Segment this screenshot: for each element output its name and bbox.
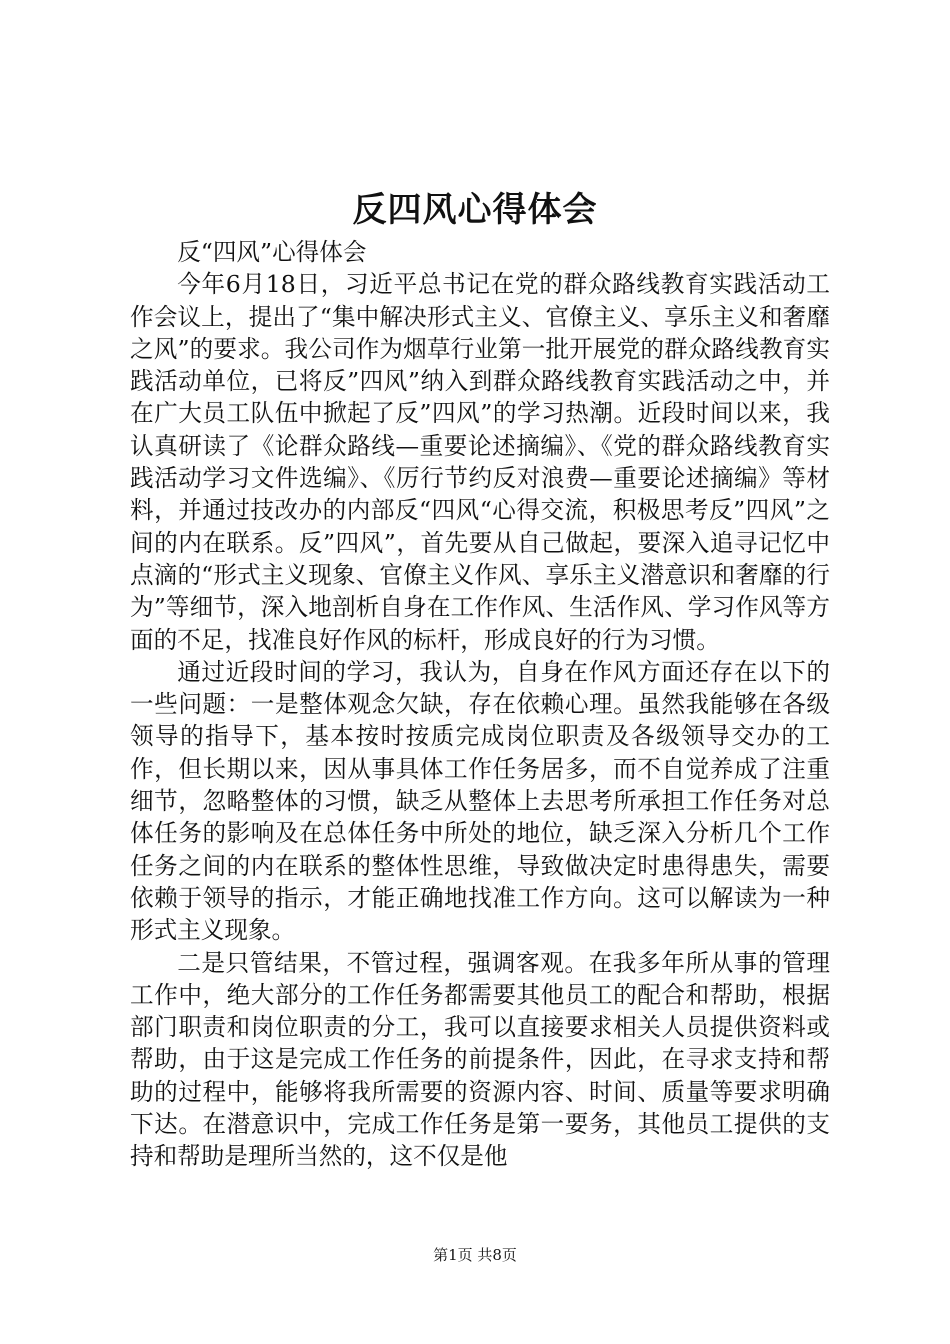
- paragraph-subtitle: 反“四风”心得体会: [177, 238, 367, 266]
- paragraph-intro: 今年6月18日，习近平总书记在党的群众路线教育实践活动工作会议上，提出了“集中解决形式主义、官僚主义、享乐主义和奢靡之风”的要求。我公司作为烟草行业第一批开展党的群众路线教育实践活动单位，已将反”四风”纳入到群众路线教育实践活动之中，并在广大员工队伍中掀起了反”四风”的学习热潮。近段时间以来，我认真研读了《论群众路线—重要论述摘编》、《党的群众路线教育实践活动学习文件选编》、《厉行节约反对浪费—重要论述摘编》等材料，并通过技改办的内部反“四风“心得交流，积极思考反”四风”之间的内在联系。反”四风”，首先要从自己做起，要深入追寻记忆中点滴的“形式主义现象、官僚主义作风、享乐主义潜意识和奢靡的行为”等细节，深入地剖析自身在工作作风、生活作风、学习作风等方面的不足，找准良好作风的标杆，形成良好的行为习惯。: [130, 270, 830, 654]
- page-footer: 第1页 共8页: [433, 1246, 517, 1264]
- paragraph-problem-two: 二是只管结果，不管过程，强调客观。在我多年所从事的管理工作中，绝大部分的工作任务都需要其他员工的配合和帮助，根据部门职责和岗位职责的分工，我可以直接要求相关人员提供资料或帮助，由于这是完成工作任务的前提条件，因此，在寻求支持和帮助的过程中，能够将我所需要的资源内容、时间、质量等要求明确下达。在潜意识中，完成工作任务是第一要务，其他员工提供的支持和帮助是理所当然的，这不仅是他: [130, 948, 830, 1171]
- document-title: 反四风心得体会: [352, 190, 598, 230]
- paragraph-problem-one: 通过近段时间的学习，我认为，自身在作风方面还存在以下的一些问题：一是整体观念欠缺，存在依赖心理。虽然我能够在各级领导的指导下，基本按时按质完成岗位职责及各级领导交办的工作，但长期以来，因从事具体工作任务居多，而不自觉养成了注重细节，忽略整体的习惯，缺乏从整体上去思考所承担工作任务对总体任务的影响及在总体任务中所处的地位，缺乏深入分析几个工作任务之间的内在联系的整体性思维，导致做决定时患得患失，需要依赖于领导的指示，才能正确地找准工作方向。这可以解读为一种形式主义现象。: [130, 657, 830, 945]
- document-body: [130, 236, 830, 1173]
